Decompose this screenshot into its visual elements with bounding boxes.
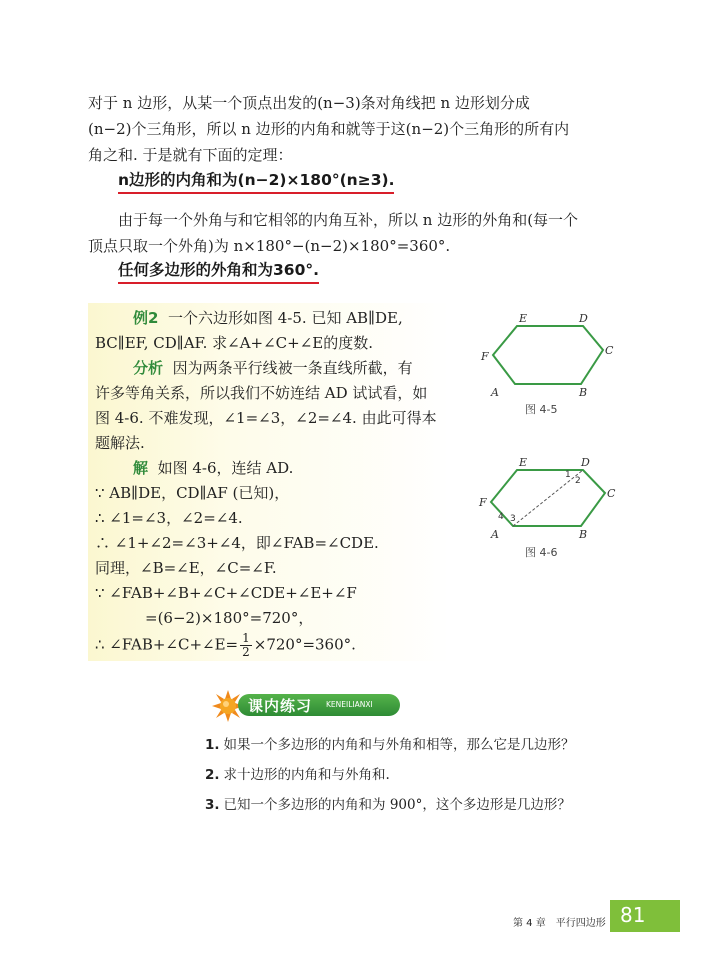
hexagon-figure-4-6	[465, 455, 625, 540]
fig45-label-d: D	[579, 312, 588, 325]
fig45-label-b: B	[579, 386, 588, 399]
theorem-interior-angle-sum: n边形的内角和为(n−2)×180°(n≥3).	[118, 168, 394, 194]
fig46-caption: 图 4-6	[525, 546, 558, 559]
fig45-label-e: E	[519, 312, 528, 325]
example-statement-line-2: BC∥EF, CD∥AF. 求∠A+∠C+∠E的度数.	[95, 334, 374, 352]
analysis-line-4: 题解法.	[95, 434, 145, 452]
solution-step-3: ∴ ∠1+∠2=∠3+∠4，即∠FAB=∠CDE.	[95, 534, 379, 552]
solution-step-7: ∴ ∠FAB+∠C+∠E= $\frac{1}{2}$ ×720°=360°.	[95, 631, 356, 659]
example-statement-line-1: 例2 一个六边形如图 4-5. 已知 AB∥DE,	[133, 309, 403, 327]
solution-intro: 解 如图 4-6，连结 AD.	[133, 459, 294, 477]
analysis-line-2: 许多等角关系，所以我们不妨连结 AD 试试看，如	[95, 384, 428, 402]
diagonal-ad	[513, 470, 583, 526]
solution-label: 解	[133, 459, 149, 477]
exercise-pinyin: KENEILIANXI	[326, 700, 373, 709]
fig46-label-e: E	[519, 456, 528, 469]
fig46-label-f: F	[479, 496, 487, 509]
fraction-numerator: 1	[242, 631, 250, 645]
exercise-item-2: 2. 求十边形的内角和与外角和.	[205, 767, 390, 783]
analysis-line-3: 图 4-6. 不难发现，∠1=∠3，∠2=∠4. 由此可得本	[95, 409, 437, 427]
exterior-line-1: 由于每一个外角与和它相邻的内角互补，所以 n 边形的外角和(每一个	[118, 211, 579, 229]
fig46-label-d: D	[581, 456, 590, 469]
intro-line-1: 对于 n 边形，从某一个顶点出发的(n−3)条对角线把 n 边形划分成	[88, 94, 530, 112]
solution-step-2: ∴ ∠1=∠3，∠2=∠4.	[95, 509, 243, 527]
exercise-item-3: 3. 已知一个多边形的内角和为 900°，这个多边形是几边形？	[205, 797, 571, 813]
theorem-exterior-angle-sum: 任何多边形的外角和为360°.	[118, 258, 319, 284]
solution-step-6: =(6−2)×180°=720°，	[145, 609, 314, 627]
exercise-banner	[238, 694, 400, 716]
exercise-title: 课内练习	[248, 697, 313, 715]
fig46-label-a: A	[491, 528, 499, 540]
solution-step-1: ∵ AB∥DE，CD∥AF (已知)，	[95, 484, 290, 502]
intro-line-2: (n−2)个三角形，所以 n 边形的内角和就等于这(n−2)个三角形的所有内	[88, 120, 570, 138]
solution-step-4: 同理，∠B=∠E，∠C=∠F.	[95, 559, 277, 577]
chapter-footer: 第 4 章 平行四边形	[513, 918, 606, 929]
fig45-caption: 图 4-5	[525, 403, 558, 416]
fig46-label-c: C	[607, 487, 616, 500]
fig45-label-f: F	[481, 350, 489, 363]
example-label: 例2	[133, 309, 159, 327]
fig46-angle-3: 3	[510, 514, 516, 524]
fig46-angle-2: 2	[575, 476, 581, 486]
fig46-angle-1: 1	[565, 470, 571, 480]
page-number-box	[610, 900, 680, 932]
fig45-label-a: A	[491, 386, 499, 399]
hexagon-figure-4-5	[465, 310, 625, 400]
page-number: 81	[620, 903, 646, 927]
fig46-label-b: B	[579, 528, 588, 540]
exterior-line-2: 顶点只取一个外角)为 n×180°−(n−2)×180°=360°.	[88, 237, 451, 255]
intro-line-3: 角之和. 于是就有下面的定理：	[88, 146, 293, 164]
fig45-label-c: C	[605, 344, 614, 357]
exercise-item-1: 1. 如果一个多边形的内角和与外角和相等，那么它是几边形？	[205, 737, 575, 753]
solution-step-5: ∵ ∠FAB+∠B+∠C+∠CDE+∠E+∠F	[95, 584, 357, 602]
fig46-angle-4: 4	[498, 512, 504, 522]
analysis-line-1: 分析 因为两条平行线被一条直线所截，有	[133, 359, 413, 377]
analysis-label: 分析	[133, 359, 164, 377]
fraction-denominator: 2	[242, 645, 250, 659]
